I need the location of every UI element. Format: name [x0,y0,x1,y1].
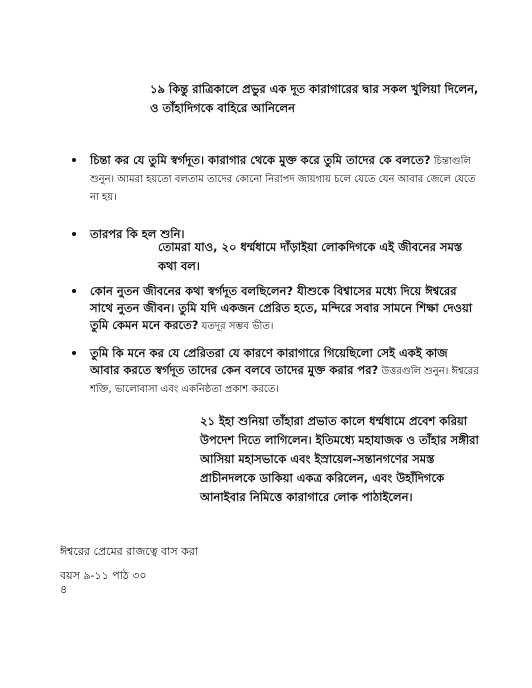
bullet-icon [72,351,76,355]
bullet-list-2 [90,283,480,398]
verse-19: ১৯ কিন্তু রাত্রিকালে প্রভুর এক দূত কারাগারের দ্বার সকল খুলিয়া দিলেন, ও তাঁহাদিগকে বাহিরে আনিলেন [150,82,479,115]
bullet-list-1 [90,152,480,244]
verse-21: ২১ ইহা শুনিয়া তাঁহারা প্রভাত কালে ধর্ম্মধামে প্রবেশ করিয়া উপদেশ দিতে লাগিলেন। ইতিমধ্যে মহাযাজক ও তাঁহার সঙ্গীরা আসিয়া মহাসভাকে এবং ইস্রায়েল-সন্তানগণের সমস্ত প্রাচীনদলকে ডাকিয়া একত্র করিলেন, এবং উহাঁদিগকে আনাইবার নিমিত্তে কারাগারে লোক পাঠাইলেন। [200,414,479,504]
list-item [90,345,480,398]
page-number: ৪ [60,583,68,596]
list-item [90,152,480,206]
list-item [90,283,480,335]
question-text: তারপর কি হল শুনি। [90,227,185,241]
verse-20: তোমরা যাও, ২০ ধর্ম্মধামে দাঁড়াইয়া লোকদিগকে এই জীবনের সমস্ত কথা বল। [158,240,463,273]
bullet-icon [72,232,76,236]
question-text: তুমি কি মনে কর যে প্রেরিতরা যে কারণে কারাগারে গিয়েছিলো সেই একই কাজ আবার করতে স্বর্গদূত তাদের কেন বলবে তাদের মুক্ত করার পর? [90,346,448,377]
question-text: চিন্তা কর যে তুমি স্বর্গদূত। কারাগার থেকে মুক্ত করে তুমি তাদের কে বলতে? [90,153,431,167]
bullet-icon [72,158,76,162]
footer-title: ঈশ্বরের প্রেমের রাজত্বে বাস করা [60,545,199,558]
answer-text: চিন্তাগুলি শুনুন। আমরা হয়তো বলতাম তাদের কোনো নিরাপদ জায়গায় চলে যেতে যেন আবার জেলে যেতে না হয়। [90,156,476,203]
answer-text: উত্তরগুলি শুনুন। ঈশ্বরের শক্তি, ভালোবাসা এবং একনিষ্ঠতা প্রকাশ করতে। [90,366,479,395]
question-text: কোন নুতন জীবনের কথা স্বর্গদূত বলছিলেন? যীশুকে বিশ্বাসের মধ্যে দিয়ে ঈশ্বরের সাথে নুতন জীবন। তুমি যদি একজন প্রেরিত হতে, মন্দিরে সবার সামনে শিক্ষা দেওয়া তুমি কেমন মনে করতে? [90,284,473,332]
answer-text: যতদূর সম্ভব ভীত। [198,321,274,332]
bullet-icon [72,289,76,293]
footer-age-lesson: বয়স ৯-১১ পাঠ ৩০ [60,569,147,582]
